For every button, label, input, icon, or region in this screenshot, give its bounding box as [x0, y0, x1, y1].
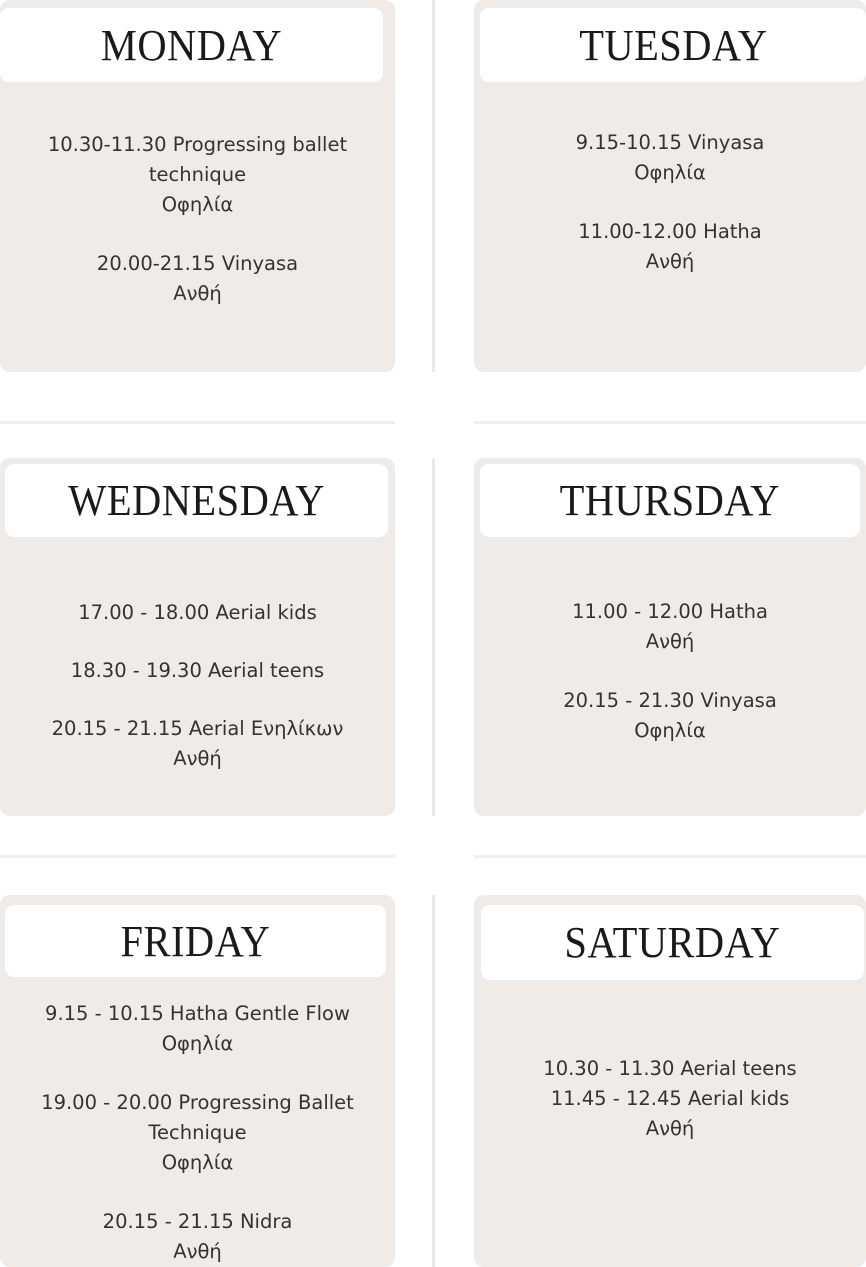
- class-list-friday: [0, 999, 395, 1267]
- day-title-thursday: THURSDAY: [559, 476, 781, 525]
- day-header-wednesday: [5, 464, 388, 537]
- column-divider-middle: [432, 458, 435, 816]
- day-card-wednesday: [0, 458, 395, 816]
- day-card-monday: [0, 0, 395, 372]
- class-line: 9.15 - 10.15 Hatha Gentle Flow: [45, 1002, 350, 1025]
- class-line: 20.15 - 21.15 Nidra: [102, 1210, 293, 1233]
- instructor-name: Ανθή: [173, 1240, 222, 1263]
- day-title-friday: FRIDAY: [120, 916, 271, 966]
- class-line: 20.15 - 21.15 Aerial Ενηλίκων: [51, 717, 344, 740]
- day-title-wednesday: WEDNESDAY: [68, 476, 325, 525]
- class-line: technique: [148, 163, 247, 186]
- row-divider-left-1: [0, 421, 395, 424]
- instructor-name: Ανθή: [645, 1117, 695, 1140]
- day-card-thursday: [474, 458, 866, 816]
- class-line: 9.15-10.15 Vinyasa: [575, 131, 765, 154]
- instructor-name: Οφηλία: [634, 719, 706, 742]
- class-line: 11.00 - 12.00 Hatha: [572, 600, 768, 623]
- row-divider-right-1: [474, 421, 866, 424]
- instructor-name: Οφηλία: [161, 193, 234, 216]
- class-line: 11.00-12.00 Hatha: [578, 220, 762, 243]
- day-title-saturday: SATURDAY: [564, 918, 781, 967]
- class-list-wednesday: [0, 598, 395, 774]
- day-header-saturday: [481, 905, 864, 980]
- day-header-monday: [0, 8, 383, 82]
- day-header-thursday: [480, 464, 860, 537]
- day-header-friday: [5, 905, 386, 977]
- day-title-tuesday: TUESDAY: [578, 20, 768, 70]
- class-list-thursday: [474, 597, 866, 746]
- instructor-name: Ανθή: [645, 630, 695, 653]
- class-list-tuesday: [474, 128, 866, 277]
- class-line: 20.00-21.15 Vinyasa: [96, 252, 299, 275]
- class-line: 18.30 - 19.30 Aerial teens: [70, 659, 325, 682]
- class-line: 17.00 - 18.00 Aerial kids: [78, 601, 317, 624]
- row-divider-right-2: [474, 855, 866, 858]
- class-line: 19.00 - 20.00 Progressing Ballet: [41, 1091, 354, 1114]
- day-card-tuesday: [474, 0, 866, 372]
- instructor-name: Ανθή: [645, 250, 695, 273]
- class-list-monday: [0, 130, 395, 309]
- column-divider-bottom: [432, 895, 435, 1267]
- class-line: Technique: [148, 1121, 247, 1144]
- day-card-saturday: [474, 895, 866, 1267]
- row-divider-left-2: [0, 855, 395, 858]
- instructor-name: Ανθή: [173, 747, 222, 770]
- instructor-name: Οφηλία: [161, 1032, 234, 1055]
- class-list-saturday: [474, 1054, 866, 1144]
- class-line: 10.30-11.30 Progressing ballet: [47, 133, 348, 156]
- instructor-name: Οφηλία: [161, 1151, 234, 1174]
- instructor-name: Οφηλία: [634, 161, 706, 184]
- column-divider-top: [432, 0, 435, 372]
- day-title-monday: MONDAY: [100, 20, 283, 70]
- class-line: 11.45 - 12.45 Aerial kids: [550, 1087, 790, 1110]
- day-header-tuesday: [480, 8, 866, 82]
- class-line: 10.30 - 11.30 Aerial teens: [543, 1057, 797, 1080]
- class-line: 20.15 - 21.30 Vinyasa: [563, 689, 777, 712]
- day-card-friday: [0, 895, 395, 1267]
- instructor-name: Ανθή: [173, 282, 222, 305]
